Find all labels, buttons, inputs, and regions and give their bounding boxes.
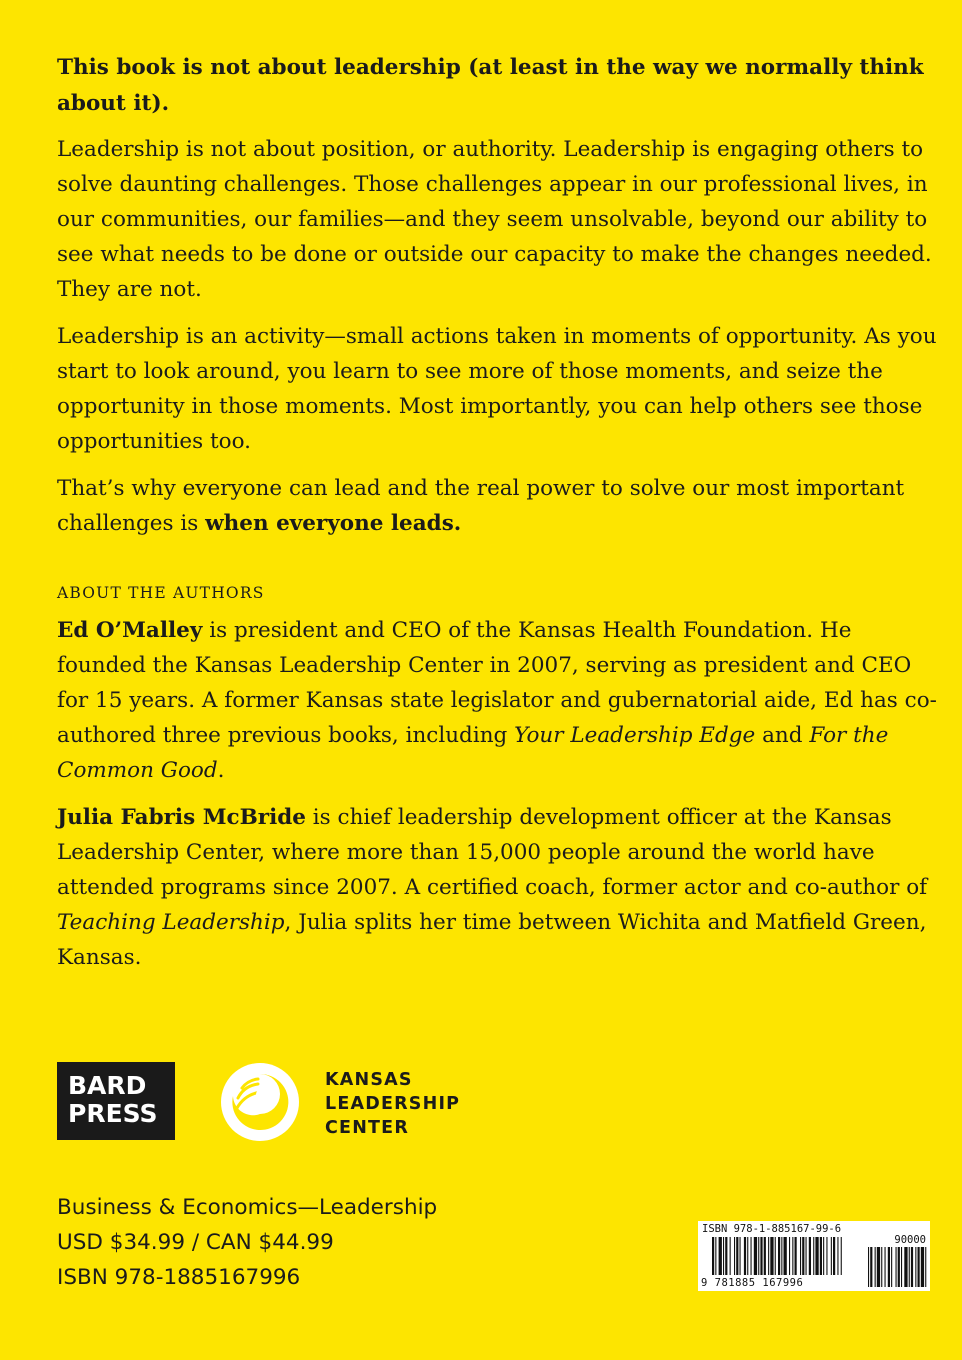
klc-wordmark-line2: LEADERSHIP [325,1094,461,1114]
intro-statement: This book is not about leadership (at least in the way we normally think about it). [57,55,924,116]
paragraph-leadership-definition: Leadership is not about position, or authority. Leadership is engaging others to solve daunting challenges. Those challenges appear in our professional lives, in our communities, our families—and they seem unsolvable, beyond our ability to see what needs to be done or outside our capacity to make the changes needed. They are not. [57,137,932,302]
paragraph-everyone-leads-text: That’s why everyone can lead and the real power to solve our most important challenges is [57,476,905,536]
bard-press-logo-line2: PRESS [68,1099,158,1128]
kansas-leadership-center-wordmark [325,1068,460,1140]
bard-press-logo [57,1062,175,1140]
about-authors-heading: ABOUT THE AUTHORS [57,584,265,602]
paragraph-everyone-leads-emphasis: when everyone leads. [205,511,462,536]
author-bio-ed-text: is president and CEO of the Kansas Health Foundation. He founded the Kansas Leadership Center in 2007, serving as president and CEO for 15 years. A former Kansas state legislator and gubernatorial aide, Ed has co-authored three previous books, including [57,618,937,748]
author-bio-julia [57,800,937,975]
author-bio-ed-connector: and [755,723,810,748]
barcode-isbn-label: ISBN 978-1-885167-99-6 [702,1223,842,1235]
barcode-digits: 9 781885 167996 [701,1277,804,1289]
klc-wordmark-line1: KANSAS [325,1070,413,1090]
author-bio-ed-end: . [217,758,225,783]
bard-press-logo-line1: BARD [68,1071,147,1100]
klc-wordmark-line3: CENTER [325,1118,410,1138]
author-bio-ed [57,613,937,788]
book-title-for-the-common-good: For the Common Good [57,723,889,783]
author-name-julia: Julia Fabris McBride [57,805,306,830]
barcode-addon-number: 90000 [894,1234,926,1246]
author-bio-julia-text: is chief leadership development officer at the Kansas Leadership Center, where more than 15,000 people around the world have attended programs since 2007. A certified coach, former actor and co-author of [57,805,928,900]
book-category: Business & Economics—Leadership [57,1195,438,1220]
book-title-your-leadership-edge: Your Leadership Edge [514,723,756,748]
book-isbn: ISBN 978-1885167996 [57,1265,301,1290]
author-bio-julia-end: , Julia splits her time between Wichita and Matfield Green, Kansas. [57,910,927,970]
isbn-barcode [698,1221,930,1291]
book-title-teaching-leadership: Teaching Leadership [57,910,285,935]
kansas-leadership-center-emblem-icon [220,1062,300,1142]
paragraph-leadership-activity: Leadership is an activity—small actions taken in moments of opportunity. As you start to look around, you learn to see more of those moments, and seize the opportunity in those moments. Most importantly, you can help others see those opportunities too. [57,324,937,454]
logos-row [57,1062,657,1142]
back-cover-text [57,50,937,987]
author-name-ed: Ed O’Malley [57,618,203,643]
book-price: USD $34.99 / CAN $44.99 [57,1230,334,1255]
paragraph-everyone-leads [57,471,937,541]
book-meta [57,1190,437,1295]
